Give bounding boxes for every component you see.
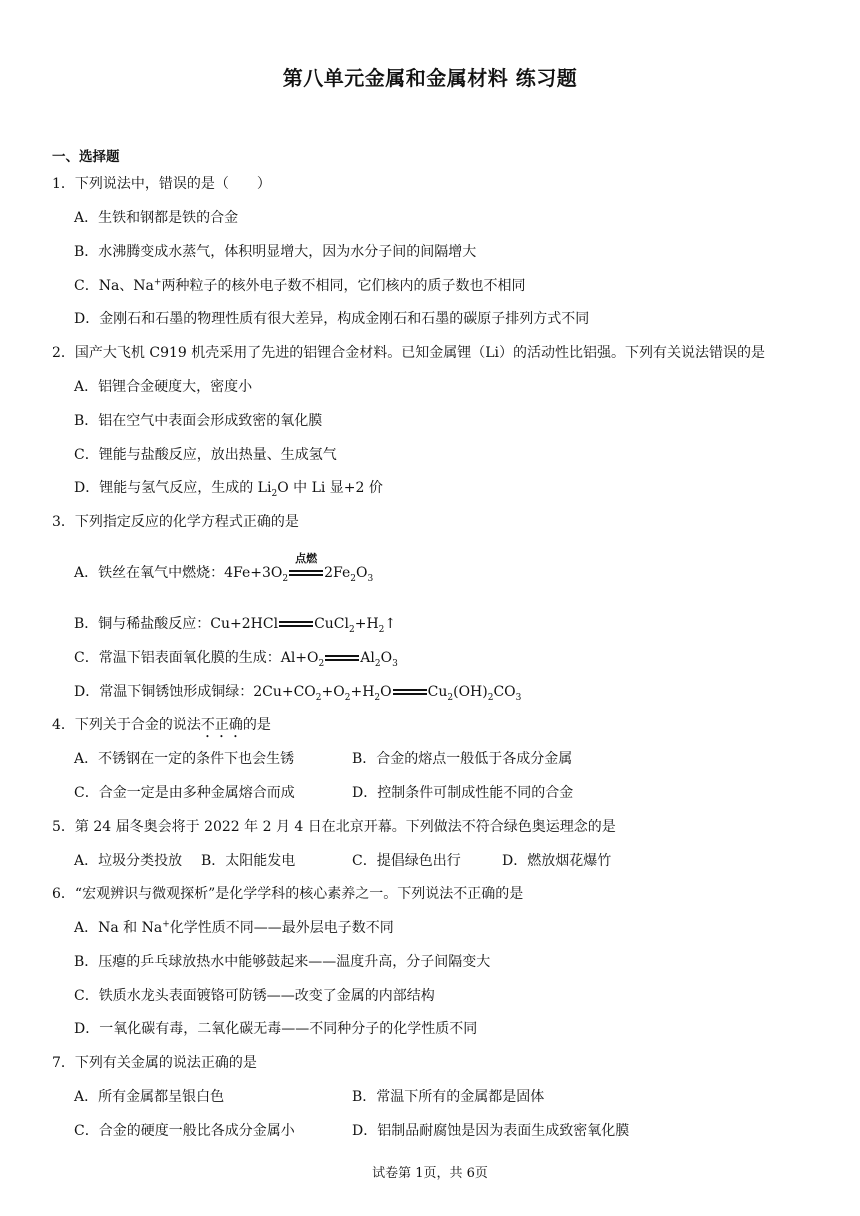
question-6-option-c: C．铁质水龙头表面镀铬可防锈——改变了金属的内部结构 <box>74 988 435 1004</box>
option-text: (OH) <box>453 684 488 700</box>
reaction-equals-sign <box>279 619 313 629</box>
question-2-stem: 2．国产大飞机 C919 机壳采用了先进的铝锂合金材料。已知金属锂（Li）的活动性比铝强。下列有关说法错误的是 <box>52 345 766 361</box>
question-6-option-d: D．一氧化碳有毒，二氧化碳无毒——不同种分子的化学性质不同 <box>74 1021 478 1037</box>
option-text: 两种粒子的核外电子数不相同，它们核内的质子数也不相同 <box>161 278 526 294</box>
option-text: A．Na 和 Na <box>74 920 163 936</box>
option-text: O <box>380 650 393 666</box>
question-2-option-c: C．锂能与盐酸反应，放出热量、生成氢气 <box>74 447 337 463</box>
question-5-option-d: D．燃放烟花爆竹 <box>502 853 612 869</box>
question-4-option-c: C．合金一定是由多种金属熔合而成 <box>74 785 295 801</box>
question-3-option-c <box>74 647 398 667</box>
option-text: D．锂能与氢气反应，生成的 Li <box>74 480 272 496</box>
subscript: 2 <box>348 624 355 635</box>
question-2-option-a: A．铝锂合金硬度大，密度小 <box>74 379 253 395</box>
question-7-option-a: A．所有金属都呈银白色 <box>74 1089 225 1105</box>
option-text: B．铜与稀盐酸反应：Cu+2HCl <box>74 616 279 632</box>
question-4-option-a: A．不锈钢在一定的条件下也会生锈 <box>74 751 295 767</box>
option-text: Al <box>360 650 375 666</box>
option-text: C．常温下铝表面氧化膜的生成：Al+O <box>74 650 319 666</box>
question-2-option-d <box>74 477 383 497</box>
option-text: +H <box>350 684 375 700</box>
option-text: C．Na、Na <box>74 278 154 294</box>
option-text: 化学性质不同——最外层电子数不同 <box>169 920 394 936</box>
question-4-stem <box>52 714 271 741</box>
option-text: A．铁丝在氧气中燃烧：4Fe+3O <box>74 565 283 581</box>
reaction-equals-sign <box>325 653 359 663</box>
question-7-option-c: C．合金的硬度一般比各成分金属小 <box>74 1123 295 1139</box>
question-7-option-b: B．常温下所有的金属都是固体 <box>352 1089 545 1105</box>
superscript: + <box>153 277 162 288</box>
option-text: +O <box>321 684 345 700</box>
option-text: O 中 Li 显+2 价 <box>277 480 383 496</box>
subscript: 2 <box>378 624 385 635</box>
question-1-option-c <box>74 275 525 295</box>
question-1-option-a: A．生铁和钢都是铁的合金 <box>74 210 239 226</box>
subscript: 2 <box>282 573 289 584</box>
question-5-option-b: B．太阳能发电 <box>201 853 296 869</box>
question-4-option-d: D．控制条件可制成性能不同的合金 <box>352 785 574 801</box>
question-3-option-d <box>74 681 521 701</box>
page-footer: 试卷第 1页，共 6页 <box>372 1166 488 1181</box>
option-text: O <box>355 565 368 581</box>
option-text: CO <box>493 684 516 700</box>
question-4-option-b: B．合金的熔点一般低于各成分金属 <box>352 751 573 767</box>
question-7-option-d: D．铝制品耐腐蚀是因为表面生成致密氧化膜 <box>352 1123 630 1139</box>
question-1-stem: 1．下列说法中，错误的是（ ） <box>52 176 271 192</box>
stem-text: 4．下列关于合金的说法 <box>52 717 201 733</box>
option-text: CuCl <box>314 616 349 632</box>
question-6-option-a <box>74 917 394 937</box>
option-text: +H <box>354 616 379 632</box>
question-5-option-a: A．垃圾分类投放 <box>74 853 183 869</box>
question-1-option-b: B．水沸腾变成水蒸气，体积明显增大，因为水分子间的间隔增大 <box>74 244 477 260</box>
subscript: 2 <box>271 488 278 499</box>
subscript: 2 <box>487 692 494 703</box>
option-text: 2Fe <box>324 565 351 581</box>
question-6-stem: 6．“宏观辨识与微观探析”是化学学科的核心素养之一。下列说法不正确的是 <box>52 886 524 902</box>
question-6-option-b: B．压瘪的乒乓球放热水中能够鼓起来——温度升高，分子间隔变大 <box>74 954 491 970</box>
subscript: 2 <box>350 573 356 584</box>
subscript: 2 <box>374 692 381 703</box>
subscript: 3 <box>367 573 374 584</box>
subscript: 3 <box>515 692 522 703</box>
superscript: + <box>162 919 170 930</box>
question-5-option-c: C．提倡绿色出行 <box>352 853 461 869</box>
reaction-equals-sign <box>393 687 427 697</box>
subscript: 2 <box>447 692 454 703</box>
question-3-option-b <box>74 613 396 633</box>
option-text: D．常温下铜锈蚀形成铜绿：2Cu+CO <box>74 684 316 700</box>
reaction-equals-sign <box>289 552 323 578</box>
option-text: ↑ <box>384 616 397 632</box>
subscript: 2 <box>318 658 325 669</box>
document-title: 第八单元金属和金属材料 练习题 <box>282 66 578 90</box>
question-5-stem: 5．第 24 届冬奥会将于 2022 年 2 月 4 日在北京开幕。下列做法不符合绿色奥运理念的是 <box>52 819 616 835</box>
section-heading: 一、选择题 <box>52 149 120 165</box>
question-3-stem: 3．下列指定反应的化学方程式正确的是 <box>52 514 299 530</box>
stem-text: 的是 <box>242 717 271 733</box>
subscript: 2 <box>315 692 322 703</box>
emphasized-text: 不正确 <box>200 717 243 733</box>
option-text: Cu <box>427 684 448 700</box>
reaction-condition-label: 点燃 <box>295 552 318 565</box>
question-2-option-b: B．铝在空气中表面会形成致密的氧化膜 <box>74 413 323 429</box>
question-1-option-d: D．金刚石和石墨的物理性质有很大差异，构成金刚石和石墨的碳原子排列方式不同 <box>74 311 590 327</box>
subscript: 2 <box>374 658 381 669</box>
question-3-option-a <box>74 552 374 584</box>
subscript: 3 <box>392 658 398 669</box>
option-text: O <box>380 684 392 700</box>
subscript: 2 <box>344 692 351 703</box>
question-7-stem: 7．下列有关金属的说法正确的是 <box>52 1055 257 1071</box>
